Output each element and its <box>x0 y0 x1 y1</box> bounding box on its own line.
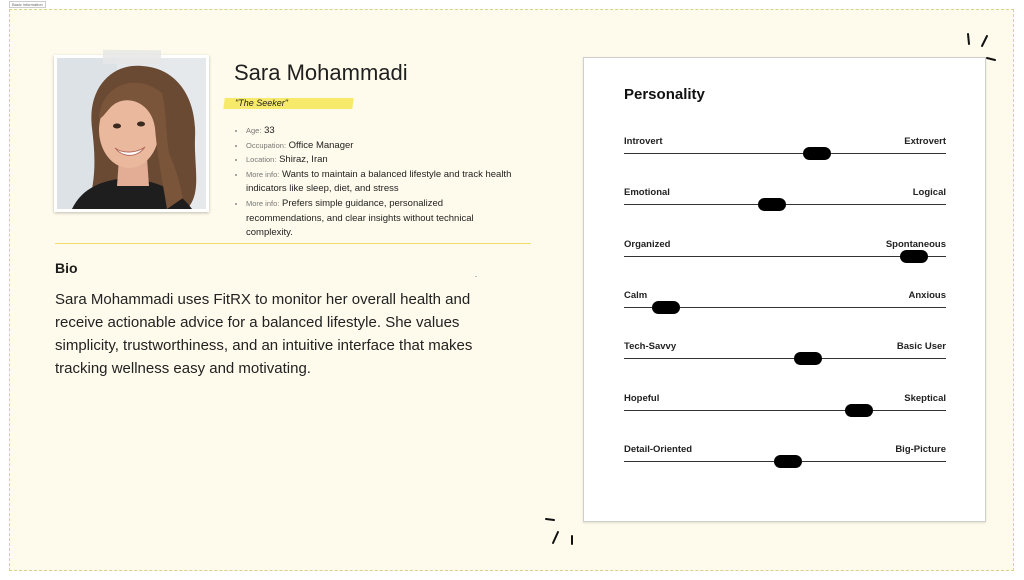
portrait-illustration <box>57 58 206 209</box>
trait-slider-track <box>624 256 946 257</box>
trait-left-label: Detail-Oriented <box>624 443 693 455</box>
tape-strip <box>103 50 161 65</box>
trait-slider-knob <box>845 404 873 417</box>
trait-right-label: Anxious <box>908 289 946 301</box>
trait-left-label: Organized <box>624 238 671 250</box>
fact-value: 33 <box>264 125 275 136</box>
fact-value: Prefers simple guidance, personalized recommendations, and clear insights without technical complexity. <box>246 197 474 239</box>
trait-row <box>624 136 946 176</box>
trait-row <box>624 239 946 279</box>
trait-right-label: Spontaneous <box>885 238 946 250</box>
sparkle-doodle-top-right <box>960 28 1000 68</box>
trait-slider-track <box>624 358 946 359</box>
trait-row <box>624 341 946 381</box>
stray-dot <box>475 276 477 277</box>
section-divider <box>55 243 531 244</box>
trait-slider-track <box>624 153 946 154</box>
trait-slider-knob <box>652 301 680 314</box>
persona-facts <box>236 124 516 241</box>
profile-photo <box>57 58 206 209</box>
trait-row <box>624 393 946 433</box>
frame-label: Basic information <box>9 1 46 8</box>
fact-value: Wants to maintain a balanced lifestyle and track health indicators like sleep, diet, and stress <box>246 168 512 195</box>
fact-occupation <box>246 139 516 154</box>
persona-name: Sara Mohammadi <box>234 60 408 85</box>
trait-left-label: Introvert <box>624 136 663 147</box>
fact-value: Shiraz, Iran <box>279 154 328 166</box>
fact-key: Age: <box>246 126 262 135</box>
trait-slider-knob <box>803 147 831 160</box>
trait-slider-knob <box>774 455 802 468</box>
fact-value: Office Manager <box>288 139 354 151</box>
personality-title: Personality <box>624 86 705 103</box>
fact-more-info-preferences <box>246 197 516 241</box>
bio-text: Sara Mohammadi uses FitRX to monitor her overall health and receive actionable advice for a balanced lifestyle. She values simplicity, trustworthiness, and an intuitive interface that makes tracking wellness easy and motivating. <box>55 291 473 377</box>
trait-left-label: Calm <box>624 289 648 301</box>
trait-left-label: Hopeful <box>624 392 660 404</box>
fact-key: Location: <box>246 155 277 165</box>
sparkle-doodle-bottom <box>540 512 580 552</box>
trait-slider-knob <box>900 250 928 263</box>
fact-key: More info: <box>246 169 280 179</box>
trait-row <box>624 444 946 484</box>
trait-slider-knob <box>794 352 822 365</box>
fact-location <box>246 153 516 168</box>
profile-photo-frame <box>54 55 209 212</box>
fact-age <box>246 124 516 139</box>
trait-row <box>624 187 946 227</box>
trait-left-label: Emotional <box>624 187 670 199</box>
personality-card <box>583 57 986 522</box>
trait-slider-track <box>624 410 946 411</box>
persona-tagline: "The Seeker" <box>235 98 288 108</box>
trait-left-label: Tech-Savvy <box>624 341 677 353</box>
fact-key: More info: <box>246 198 280 208</box>
fact-more-info-goals <box>246 168 516 197</box>
fact-key: Occupation: <box>246 140 287 150</box>
trait-row <box>624 290 946 330</box>
bio-heading: Bio <box>55 260 78 276</box>
trait-right-label: Extrovert <box>904 136 946 147</box>
trait-right-label: Big-Picture <box>895 443 946 455</box>
trait-slider-knob <box>758 198 786 211</box>
trait-right-label: Skeptical <box>904 392 946 404</box>
trait-right-label: Basic User <box>896 341 946 353</box>
trait-right-label: Logical <box>912 187 946 199</box>
